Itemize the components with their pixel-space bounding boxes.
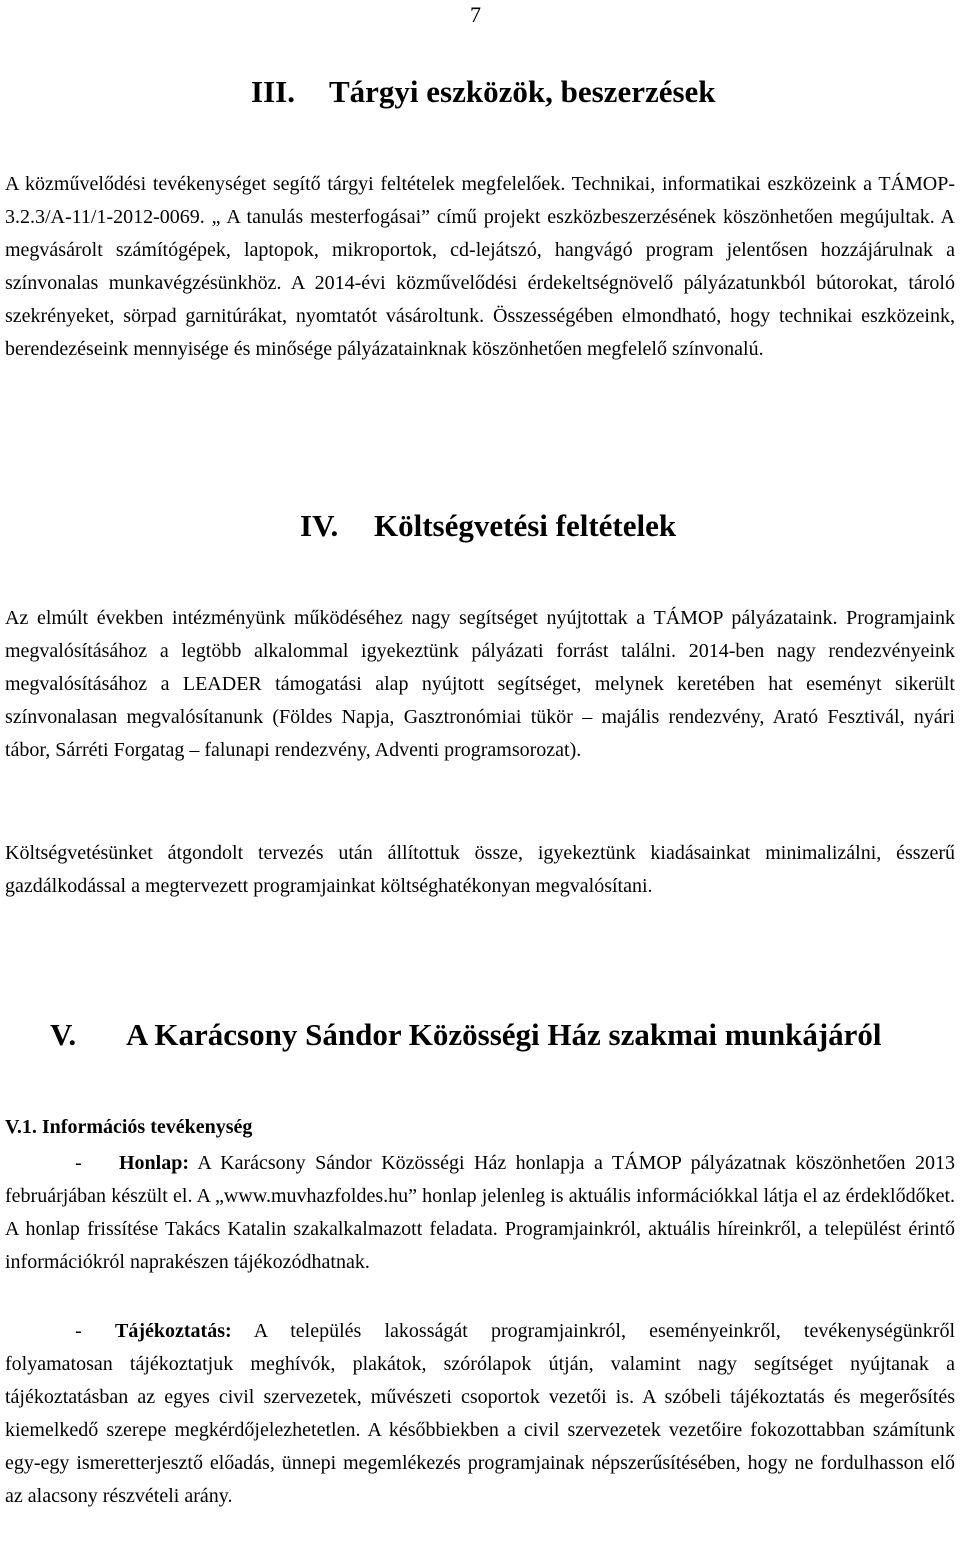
paragraph-budget-1 <box>5 602 955 767</box>
paragraph-text: A közművelődési tevékenységet segítő tárgyi feltételek megfelelőek. Technikai, informatikai eszközeink a TÁMOP-3.2.3/A-11/1-2012-0069. „ A tanulás mesterfogásai” című projekt eszközbeszerzésének köszönhetően megújultak. A megvásárolt számítógépek, laptopok, mikroportok, cd-lejátszó, hangvágó program jelentősen hozzájárulnak a színvonalas munkavégzésünkhöz. A 2014-évi közművelődési érdekeltségnövelő pályázatunkból bútorokat, tároló szekrényeket, sörpad garnitúrákat, nyomtatót vásároltunk. Összességében elmondható, hogy technikai eszközeink, berendezéseink mennyisége és minősége pályázatainknak köszönhetően megfelelő színvonalú. <box>5 173 955 360</box>
section-heading-4 <box>300 508 676 544</box>
section-title: Tárgyi eszközök, beszerzések <box>329 74 716 109</box>
item-label: Honlap: <box>119 1152 190 1174</box>
item-text: A település lakosságát programjainkról, eseményeinkről, tevékenységünkről folyamatosan tájékoztatjuk meghívók, plakátok, szórólapok útján, valamint nagy segítséget nyújtanak a tájékoztatásban az egyes civil szervezetek, művészeti csoportok vezetői is. A szóbeli tájékoztatás és megerősítés kiemelkedő szerepe megkérdőjelezhetetlen. A későbbiekben a civil szervezetek vezetőire fokozottabban számítunk egy-egy ismeretterjesztő előadás, ünnepi megemlékezés programjainak népszerűsítésében, hogy ne fordulhasson elő az alacsony részvételi arány. <box>5 1320 955 1507</box>
subsection-title: Információs tevékenység <box>41 1116 253 1138</box>
paragraph-tools <box>5 168 955 366</box>
list-item-honlap <box>5 1147 955 1279</box>
item-dash: - <box>75 1152 82 1174</box>
list-item-tajekoztatas <box>5 1315 955 1513</box>
item-dash: - <box>75 1320 82 1342</box>
paragraph-text: Költségvetésünket átgondolt tervezés után állítottuk össze, igyekeztünk kiadásainkat minimalizálni, ésszerű gazdálkodással a megtervezett programjainkat költséghatékonyan megvalósítani. <box>5 842 955 897</box>
section-heading-3 <box>251 74 716 110</box>
section-number: III. <box>251 74 295 109</box>
page-number: 7 <box>470 2 481 27</box>
subsection-heading <box>5 1116 252 1139</box>
section-title: A Karácsony Sándor Közösségi Ház szakmai munkájáról <box>126 1017 882 1052</box>
item-text: A Karácsony Sándor Közösségi Ház honlapja a TÁMOP pályázatnak köszönhetően 2013 februárjában készült el. A „www.muvhazfoldes.hu” honlap jelenleg is aktuális információkkal látja el az érdeklődőket. A honlap frissítése Takács Katalin szakalkalmazott feladata. Programjainkról, aktuális híreinkről, a települést érintő információkról naprakészen tájékozódhatnak. <box>5 1152 955 1273</box>
section-number: IV. <box>300 508 339 543</box>
item-label: Tájékoztatás: <box>115 1320 232 1342</box>
subsection-number: V.1. <box>5 1116 37 1138</box>
paragraph-budget-2 <box>5 837 955 903</box>
paragraph-text: Az elmúlt években intézményünk működéséhez nagy segítséget nyújtottak a TÁMOP pályázataink. Programjaink megvalósításához a legtöbb alkalommal igyekeztünk pályázati forrást találni. 2014-ben nagy rendezvényeink megvalósításához a LEADER támogatási alap nyújtott segítséget, melynek keretében hat eseményt sikerült színvonalasan megvalósítanunk (Földes Napja, Gasztronómiai tükör – majális rendezvény, Arató Fesztivál, nyári tábor, Sárréti Forgatag – falunapi rendezvény, Adventi programsorozat). <box>5 607 955 761</box>
section-title: Költségvetési feltételek <box>374 508 677 543</box>
section-heading-5 <box>50 1017 882 1053</box>
section-number: V. <box>50 1017 77 1052</box>
